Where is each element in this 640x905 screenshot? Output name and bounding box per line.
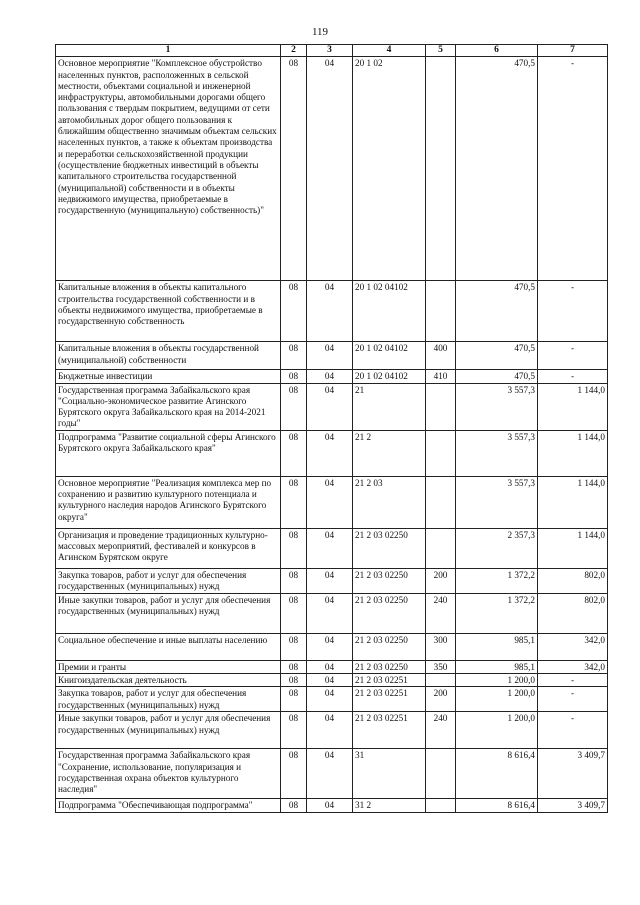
cell-amount-2: - (538, 281, 608, 342)
cell-subsection: 04 (307, 383, 353, 430)
cell-expense-type: 200 (426, 687, 456, 712)
cell-amount-2: 342,0 (538, 633, 608, 660)
header-col-4: 4 (353, 45, 426, 57)
cell-subsection: 04 (307, 281, 353, 342)
table-row (56, 712, 608, 749)
table-row (56, 528, 608, 568)
table-row (56, 281, 608, 342)
cell-target-article: 21 2 03 02251 (353, 712, 426, 749)
cell-subsection: 04 (307, 687, 353, 712)
cell-expense-type (426, 749, 456, 799)
cell-amount-2: 1 144,0 (538, 476, 608, 528)
cell-section: 08 (281, 799, 307, 812)
cell-amount-2: - (538, 370, 608, 383)
cell-target-article: 21 2 03 02250 (353, 633, 426, 660)
cell-amount-2: - (538, 687, 608, 712)
cell-section: 08 (281, 430, 307, 476)
cell-amount-2: - (538, 342, 608, 370)
cell-target-article: 31 (353, 749, 426, 799)
table-row (56, 476, 608, 528)
cell-expense-type (426, 674, 456, 687)
header-col-2: 2 (281, 45, 307, 57)
cell-amount-1: 1 200,0 (456, 674, 538, 687)
cell-amount-1: 1 372,2 (456, 593, 538, 633)
table-row (56, 633, 608, 660)
cell-amount-1: 985,1 (456, 633, 538, 660)
cell-amount-1: 470,5 (456, 342, 538, 370)
cell-name: Иные закупки товаров, работ и услуг для обеспечения государственных (муниципальных) нужд (56, 593, 281, 633)
cell-section: 08 (281, 370, 307, 383)
cell-name: Книгоиздательская деятельность (56, 674, 281, 687)
cell-section: 08 (281, 476, 307, 528)
cell-expense-type (426, 281, 456, 342)
cell-amount-2: - (538, 712, 608, 749)
cell-target-article: 20 1 02 04102 (353, 342, 426, 370)
cell-amount-1: 1 200,0 (456, 687, 538, 712)
cell-name: Бюджетные инвестиции (56, 370, 281, 383)
table-row (56, 660, 608, 673)
table-row (56, 57, 608, 281)
cell-amount-1: 8 616,4 (456, 749, 538, 799)
cell-amount-1: 470,5 (456, 57, 538, 281)
cell-subsection: 04 (307, 674, 353, 687)
cell-expense-type (426, 799, 456, 812)
cell-amount-2: 1 144,0 (538, 430, 608, 476)
cell-subsection: 04 (307, 528, 353, 568)
cell-amount-1: 3 557,3 (456, 476, 538, 528)
cell-target-article: 21 2 03 02250 (353, 593, 426, 633)
table-row (56, 383, 608, 430)
cell-name: Подпрограмма "Обеспечивающая подпрограмма" (56, 799, 281, 812)
table-row (56, 674, 608, 687)
cell-subsection: 04 (307, 57, 353, 281)
cell-amount-2: 3 409,7 (538, 799, 608, 812)
cell-amount-1: 985,1 (456, 660, 538, 673)
cell-amount-2: - (538, 57, 608, 281)
table-row (56, 593, 608, 633)
cell-subsection: 04 (307, 430, 353, 476)
cell-expense-type (426, 476, 456, 528)
cell-section: 08 (281, 712, 307, 749)
cell-section: 08 (281, 593, 307, 633)
cell-expense-type: 200 (426, 568, 456, 593)
cell-amount-2: 1 144,0 (538, 528, 608, 568)
cell-name: Государственная программа Забайкальского края "Социально-экономическое развитие Агинского Бурятского округа Забайкальского края на 2014-2021 годы" (56, 383, 281, 430)
cell-section: 08 (281, 687, 307, 712)
header-col-7: 7 (538, 45, 608, 57)
header-row (56, 45, 608, 57)
cell-subsection: 04 (307, 476, 353, 528)
cell-target-article: 20 1 02 (353, 57, 426, 281)
cell-name: Основное мероприятие "Комплексное обустройство населенных пунктов, расположенных в сельской местности, объектами социальной и инженерной инфраструктуры, автомобильными дорогами общего пользования с твердым покрытием, ведущими от сети автомобильных дорог общего пользования к ближайшим общественно значимым объектам сельских населенных пунктов, а также к объектам производства и переработки сельскохозяйственной продукции (осуществление бюджетных инвестиций в объекты капитального строительства государственной (муниципальной) собственности и в объекты недвижимого имущества, приобретаемые в государственную (муниципальную) собственность)" (56, 57, 281, 281)
cell-amount-1: 470,5 (456, 281, 538, 342)
cell-target-article: 31 2 (353, 799, 426, 812)
cell-amount-2: - (538, 674, 608, 687)
cell-name: Иные закупки товаров, работ и услуг для обеспечения государственных (муниципальных) нужд (56, 712, 281, 749)
cell-expense-type: 400 (426, 342, 456, 370)
cell-expense-type: 350 (426, 660, 456, 673)
cell-amount-2: 802,0 (538, 568, 608, 593)
table-row (56, 687, 608, 712)
cell-name: Подпрограмма "Развитие социальной сферы Агинского Бурятского округа Забайкальского края" (56, 430, 281, 476)
table-row (56, 370, 608, 383)
header-col-5: 5 (426, 45, 456, 57)
cell-name: Капитальные вложения в объекты капитального строительства государственной собственности и в объекты недвижимого имущества, приобретаемые в государственную собственность (56, 281, 281, 342)
cell-target-article: 21 2 03 02251 (353, 674, 426, 687)
cell-section: 08 (281, 633, 307, 660)
header-col-6: 6 (456, 45, 538, 57)
cell-target-article: 21 2 (353, 430, 426, 476)
table-row (56, 799, 608, 812)
cell-target-article: 21 2 03 02250 (353, 528, 426, 568)
budget-table (55, 44, 608, 813)
cell-section: 08 (281, 281, 307, 342)
cell-amount-2: 802,0 (538, 593, 608, 633)
cell-amount-2: 1 144,0 (538, 383, 608, 430)
table-row (56, 749, 608, 799)
cell-name: Государственная программа Забайкальского края "Сохранение, использование, популяризация и государственная охрана объектов культурного наследия" (56, 749, 281, 799)
cell-amount-2: 342,0 (538, 660, 608, 673)
cell-name: Закупка товаров, работ и услуг для обеспечения государственных (муниципальных) нужд (56, 687, 281, 712)
cell-amount-1: 470,5 (456, 370, 538, 383)
cell-subsection: 04 (307, 712, 353, 749)
cell-target-article: 20 1 02 04102 (353, 281, 426, 342)
cell-name: Организация и проведение традиционных культурно-массовых мероприятий, фестивалей и конкурсов в Агинском Бурятском округе (56, 528, 281, 568)
cell-name: Премии и гранты (56, 660, 281, 673)
cell-expense-type (426, 383, 456, 430)
cell-section: 08 (281, 57, 307, 281)
table-row (56, 430, 608, 476)
cell-section: 08 (281, 660, 307, 673)
cell-expense-type (426, 528, 456, 568)
page-number: 119 (311, 26, 329, 38)
table-row (56, 568, 608, 593)
cell-section: 08 (281, 674, 307, 687)
cell-name: Социальное обеспечение и иные выплаты населению (56, 633, 281, 660)
cell-amount-1: 3 557,3 (456, 383, 538, 430)
cell-subsection: 04 (307, 568, 353, 593)
cell-subsection: 04 (307, 799, 353, 812)
cell-target-article: 20 1 02 04102 (353, 370, 426, 383)
cell-name: Основное мероприятие "Реализация комплекса мер по сохранению и развитию культурного потенциала и культурного наследия народов Агинского Бурятского округа" (56, 476, 281, 528)
cell-expense-type (426, 430, 456, 476)
header-col-3: 3 (307, 45, 353, 57)
cell-target-article: 21 2 03 (353, 476, 426, 528)
cell-expense-type: 240 (426, 593, 456, 633)
cell-expense-type: 410 (426, 370, 456, 383)
cell-section: 08 (281, 568, 307, 593)
cell-amount-2: 3 409,7 (538, 749, 608, 799)
cell-expense-type: 240 (426, 712, 456, 749)
header-col-1: 1 (56, 45, 281, 57)
cell-name: Капитальные вложения в объекты государственной (муниципальной) собственности (56, 342, 281, 370)
cell-target-article: 21 2 03 02250 (353, 568, 426, 593)
cell-subsection: 04 (307, 370, 353, 383)
cell-target-article: 21 2 03 02251 (353, 687, 426, 712)
table-row (56, 342, 608, 370)
cell-section: 08 (281, 528, 307, 568)
cell-target-article: 21 2 03 02250 (353, 660, 426, 673)
cell-section: 08 (281, 749, 307, 799)
cell-section: 08 (281, 342, 307, 370)
cell-subsection: 04 (307, 660, 353, 673)
cell-name: Закупка товаров, работ и услуг для обеспечения государственных (муниципальных) нужд (56, 568, 281, 593)
cell-subsection: 04 (307, 633, 353, 660)
cell-subsection: 04 (307, 593, 353, 633)
cell-amount-1: 1 200,0 (456, 712, 538, 749)
cell-amount-1: 8 616,4 (456, 799, 538, 812)
cell-amount-1: 2 357,3 (456, 528, 538, 568)
cell-target-article: 21 (353, 383, 426, 430)
cell-expense-type: 300 (426, 633, 456, 660)
cell-amount-1: 1 372,2 (456, 568, 538, 593)
cell-subsection: 04 (307, 342, 353, 370)
cell-expense-type (426, 57, 456, 281)
cell-amount-1: 3 557,3 (456, 430, 538, 476)
cell-section: 08 (281, 383, 307, 430)
cell-subsection: 04 (307, 749, 353, 799)
